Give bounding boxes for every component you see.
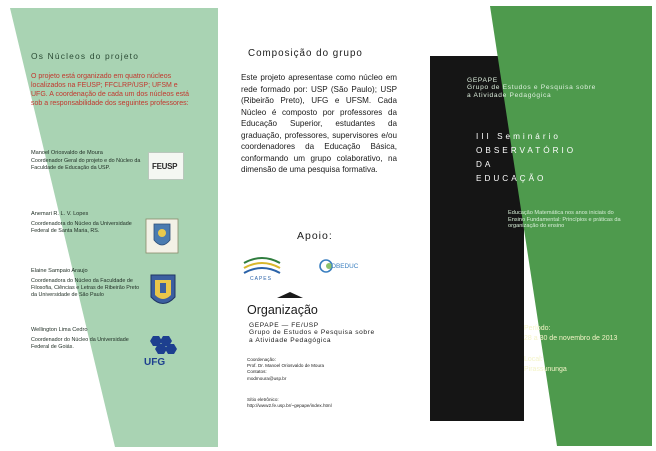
period-label: Período: <box>524 325 551 332</box>
seminar-line: DA <box>476 160 494 169</box>
site-label: Sítio eletrônico: <box>247 397 279 402</box>
period-block <box>524 324 617 344</box>
person-role: Coordenador Geral do projeto e do Núcleo da Faculdade de Educação da USP. <box>31 158 141 171</box>
org-line: Grupo de Estudos e Pesquisa sobre <box>249 329 375 337</box>
seminar-title <box>476 130 576 186</box>
left-panel-title: Os Núcleos do projeto <box>31 51 140 61</box>
location-value: Pirassununga <box>524 365 567 373</box>
seminar-line: III Seminário <box>476 132 561 141</box>
contact-email[interactable]: modmoura@usp.br <box>247 375 287 381</box>
ufg-logo-icon <box>145 334 185 358</box>
person-name: Wellington Lima Cedro <box>31 327 88 333</box>
person-name: Manoel Oriosvaldo de Moura <box>31 150 103 156</box>
middle-panel-body: Este projeto apresentase como núcleo em rede formado por: USP (São Paulo); USP (Ribeirão Preto), UFG e UFSM. Cada Núcleo é composto por professores da Educação Superior, estudantes da graduação, professores, supervisores e/ou coordenadores da Educação Básica, conformando um grupo colaborativo, na dimensão de uma pesquisa formativa. <box>241 73 397 174</box>
ufsm-crest-icon <box>145 218 179 254</box>
coord-label: Coordenação: <box>247 357 276 362</box>
site-block <box>247 397 332 409</box>
person-role: Coordenadora do Núcleo da Universidade Federal de Santa Maria, RS. <box>31 221 132 234</box>
org-line: GEPAPE — FE/USP <box>249 322 319 329</box>
obeduc-logo-text: OBEDUC <box>331 263 359 270</box>
middle-panel-title: Composição do grupo <box>248 48 363 59</box>
contact-label: Contatos: <box>247 369 267 375</box>
org-triangle-icon <box>277 292 303 298</box>
person-name: Anemari R. L. V. Lopes <box>31 211 89 217</box>
coord-name: Prof. Dr. Manoel Oriosvaldo de Moura <box>247 363 325 369</box>
support-title: Apoio: <box>297 230 333 242</box>
org-line: a Atividade Pedagógica <box>249 336 332 344</box>
org-details <box>249 322 375 344</box>
person-role: Coordenador do Núcleo da Universidade Federal de Goiás. <box>31 337 129 350</box>
gepape-title: GEPAPE <box>467 77 498 84</box>
person-name: Elaine Sampaio Araujo <box>31 268 88 274</box>
seminar-subtitle: Educação Matemática nos anos iniciais do Ensino Fundamental: Princípios e práticas da organização do ensino <box>508 210 621 230</box>
seminar-line: OBSERVATÓRIO <box>476 146 577 155</box>
period-value: 28 a 30 de novembro de 2013 <box>524 335 618 342</box>
gepape-line: a Atividade Pedagógica <box>467 91 552 99</box>
coordination-block <box>247 357 324 382</box>
left-panel-intro: O projeto está organizado em quatro núcleos localizados na FEUSP; FFCLRP/USP; UFSM e UFG. A coordenação de cada um dos núcleos está sob a responsabilidade dos seguintes professores: <box>31 73 189 107</box>
capes-logo-text: CAPES <box>250 276 272 282</box>
feusp-logo: FEUSP <box>148 152 184 180</box>
location-block <box>524 355 567 374</box>
ufg-logo-text: UFG <box>144 357 166 368</box>
person-role: Coordenadora do Núcleo da Faculdade de Filosofia, Ciências e Letras de Ribeirão Preto da Universidade de São Paulo <box>31 278 140 298</box>
location-label: Local: <box>524 356 543 363</box>
seminar-line: EDUCAÇÃO <box>476 174 547 183</box>
org-title: Organização <box>247 303 318 317</box>
gepape-block <box>467 77 596 99</box>
usp-rp-crest-icon <box>148 272 178 312</box>
gepape-line: Grupo de Estudos e Pesquisa sobre <box>467 84 597 92</box>
site-url[interactable]: http://www2.fe.usp.br/~gepape/index.html <box>247 403 332 409</box>
